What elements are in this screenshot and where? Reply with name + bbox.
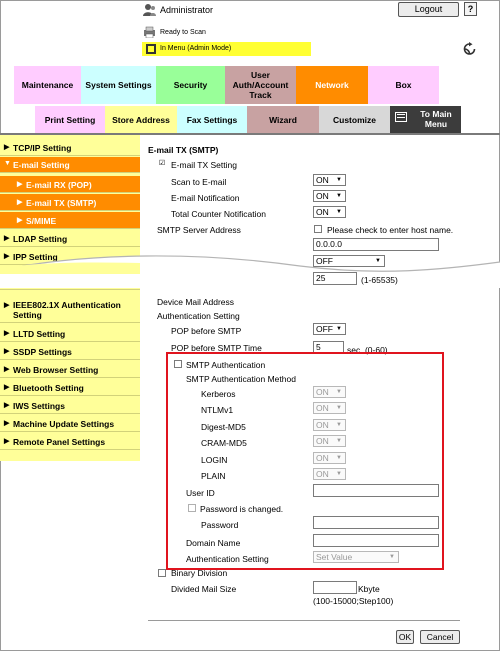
smtp-server-label: SMTP Server Address bbox=[157, 225, 241, 235]
divided-mail-input[interactable] bbox=[313, 581, 357, 594]
triangle-right-icon: ▶ bbox=[4, 144, 10, 151]
triangle-right-icon: ▶ bbox=[4, 302, 10, 309]
plain-label: PLAIN bbox=[201, 471, 226, 481]
sidebar-item-ldap[interactable]: ▶ LDAP Setting bbox=[0, 230, 140, 247]
domain-name-input[interactable] bbox=[313, 534, 439, 547]
sidebar-item-remote-panel[interactable]: ▶ Remote Panel Settings bbox=[0, 433, 140, 450]
divided-mail-range: (100-15000;Step100) bbox=[313, 596, 394, 606]
sidebar-item-lltd[interactable]: ▶ LLTD Setting bbox=[0, 325, 140, 342]
email-notification-select[interactable]: ON ▼ bbox=[313, 190, 346, 202]
port-range: (1-65535) bbox=[361, 275, 398, 285]
logout-button[interactable]: Logout bbox=[398, 2, 459, 17]
dropdown-arrow-icon: ▼ bbox=[336, 405, 342, 411]
tab-user-auth[interactable]: User Auth/Account Track bbox=[225, 66, 296, 104]
smtp-auth-method-label: SMTP Authentication Method bbox=[186, 374, 296, 384]
sidebar-item-ieee8021x[interactable]: ▶ IEEE802.1X Authentication Setting bbox=[0, 297, 140, 323]
kerberos-select[interactable]: ON ▼ bbox=[313, 386, 346, 398]
divided-mail-label: Divided Mail Size bbox=[171, 584, 237, 594]
dropdown-arrow-icon: ▼ bbox=[389, 554, 395, 560]
printer-status-icon bbox=[143, 26, 156, 38]
sidebar-item-smime[interactable]: ▶ S/MIME bbox=[0, 212, 140, 229]
dropdown-arrow-icon: ▼ bbox=[336, 209, 342, 215]
subtab-fax-settings[interactable]: Fax Settings bbox=[177, 106, 247, 133]
mode-text: In Menu (Admin Mode) bbox=[160, 45, 232, 52]
subtab-print-setting[interactable]: Print Setting bbox=[35, 106, 105, 133]
sidebar-item-iws[interactable]: ▶ IWS Settings bbox=[0, 397, 140, 414]
triangle-right-icon: ▶ bbox=[4, 384, 10, 391]
sidebar-item-email-rx[interactable]: ▶ E-mail RX (POP) bbox=[0, 176, 140, 193]
password-label: Password bbox=[201, 520, 239, 530]
email-tx-checkbox[interactable]: ☑ bbox=[158, 160, 166, 167]
user-name: Administrator bbox=[160, 5, 214, 15]
sidebar-item-tcpip[interactable]: ▶ TCP/IP Setting bbox=[0, 140, 140, 156]
sidebar-item-ipp[interactable]: ▶ IPP Setting bbox=[0, 248, 140, 265]
tab-security[interactable]: Security bbox=[156, 66, 225, 104]
triangle-right-icon: ▶ bbox=[4, 330, 10, 337]
login-select[interactable]: ON ▼ bbox=[313, 452, 346, 464]
footer-divider bbox=[148, 620, 460, 621]
administrator-icon bbox=[143, 3, 156, 16]
digest-md5-select[interactable]: ON ▼ bbox=[313, 419, 346, 431]
triangle-right-icon: ▶ bbox=[4, 235, 10, 242]
user-id-input[interactable] bbox=[313, 484, 439, 497]
device-status: Ready to Scan bbox=[160, 29, 206, 36]
dropdown-arrow-icon: ▼ bbox=[336, 438, 342, 444]
triangle-right-icon: ▶ bbox=[4, 438, 10, 445]
sidebar-item-web-browser[interactable]: ▶ Web Browser Setting bbox=[0, 361, 140, 378]
password-input[interactable] bbox=[313, 516, 439, 529]
email-notification-label: E-mail Notification bbox=[171, 193, 240, 203]
binary-division-label: Binary Division bbox=[171, 568, 228, 578]
device-mail-label: Device Mail Address bbox=[157, 297, 235, 307]
ntlmv1-select[interactable]: ON ▼ bbox=[313, 402, 346, 414]
total-counter-label: Total Counter Notification bbox=[171, 209, 266, 219]
host-name-checkbox[interactable] bbox=[314, 225, 322, 233]
sidebar-wave-fill bbox=[0, 262, 140, 274]
triangle-down-icon: ▼ bbox=[4, 160, 11, 167]
user-id-label: User ID bbox=[186, 488, 215, 498]
smtp-server-input[interactable]: 0.0.0.0 bbox=[313, 238, 439, 251]
triangle-right-icon: ▶ bbox=[4, 402, 10, 409]
dropdown-arrow-icon: ▼ bbox=[336, 326, 342, 332]
sidebar-item-email[interactable]: ▼ E-mail Setting bbox=[0, 157, 140, 173]
smtp-auth-label: SMTP Authentication bbox=[186, 360, 266, 370]
plain-select[interactable]: ON ▼ bbox=[313, 468, 346, 480]
dropdown-arrow-icon: ▼ bbox=[336, 422, 342, 428]
dropdown-arrow-icon: ▼ bbox=[336, 193, 342, 199]
triangle-right-icon: ▶ bbox=[17, 217, 23, 224]
host-name-label: Please check to enter host name. bbox=[327, 225, 454, 235]
sidebar-item-machine-update[interactable]: ▶ Machine Update Settings bbox=[0, 415, 140, 432]
subtab-store-address[interactable]: Store Address bbox=[105, 106, 177, 133]
dropdown-arrow-icon: ▼ bbox=[375, 258, 381, 264]
pop-time-unit: sec. (0-60) bbox=[347, 345, 388, 355]
subtab-to-main-menu[interactable] bbox=[390, 106, 461, 133]
to-main-menu-label: To Main Menu bbox=[420, 109, 452, 129]
sidebar-item-email-tx[interactable]: ▶ E-mail TX (SMTP) bbox=[0, 194, 140, 211]
divided-mail-unit: Kbyte bbox=[358, 584, 380, 594]
port-input[interactable]: 25 bbox=[313, 272, 357, 285]
subtab-customize[interactable]: Customize bbox=[319, 106, 390, 133]
sidebar-item-bluetooth[interactable]: ▶ Bluetooth Setting bbox=[0, 379, 140, 396]
password-changed-checkbox[interactable] bbox=[188, 504, 196, 512]
pop-time-label: POP before SMTP Time bbox=[171, 343, 262, 353]
auth-setting-label: Authentication Setting bbox=[157, 311, 240, 321]
email-tx-label: E-mail TX Setting bbox=[171, 160, 237, 170]
dropdown-arrow-icon: ▼ bbox=[336, 455, 342, 461]
password-changed-label: Password is changed. bbox=[200, 504, 284, 514]
ssl-tls-select[interactable]: OFF ▼ bbox=[313, 255, 385, 267]
main-menu-icon bbox=[395, 112, 407, 122]
help-button[interactable]: ? bbox=[464, 2, 477, 16]
tab-maintenance[interactable]: Maintenance bbox=[14, 66, 81, 104]
dropdown-arrow-icon: ▼ bbox=[336, 177, 342, 183]
triangle-right-icon: ▶ bbox=[4, 420, 10, 427]
triangle-right-icon: ▶ bbox=[17, 181, 23, 188]
total-counter-select[interactable]: ON ▼ bbox=[313, 206, 346, 218]
subtab-wizard[interactable]: Wizard bbox=[247, 106, 319, 133]
auth-setting-select-label: Authentication Setting bbox=[186, 554, 269, 564]
dropdown-arrow-icon: ▼ bbox=[336, 471, 342, 477]
triangle-right-icon: ▶ bbox=[4, 348, 10, 355]
triangle-right-icon: ▶ bbox=[4, 253, 10, 260]
page-title: E-mail TX (SMTP) bbox=[148, 145, 219, 155]
pop-before-smtp-label: POP before SMTP bbox=[171, 326, 242, 336]
pop-time-input[interactable]: 5 bbox=[313, 341, 344, 354]
domain-name-label: Domain Name bbox=[186, 538, 241, 548]
ok-button[interactable]: OK bbox=[396, 630, 414, 644]
ntlmv1-label: NTLMv1 bbox=[201, 405, 234, 415]
triangle-right-icon: ▶ bbox=[17, 199, 23, 206]
dropdown-arrow-icon: ▼ bbox=[336, 389, 342, 395]
kerberos-label: Kerberos bbox=[201, 389, 236, 399]
tab-box[interactable]: Box bbox=[368, 66, 439, 104]
pop-before-smtp-select[interactable]: OFF ▼ bbox=[313, 323, 346, 335]
admin-mode-icon bbox=[145, 43, 157, 55]
scan-to-email-label: Scan to E-mail bbox=[171, 177, 227, 187]
triangle-right-icon: ▶ bbox=[4, 366, 10, 373]
sidebar-item-ssdp[interactable]: ▶ SSDP Settings bbox=[0, 343, 140, 360]
refresh-icon[interactable] bbox=[463, 42, 476, 56]
digest-md5-label: Digest-MD5 bbox=[201, 422, 246, 432]
login-label: LOGIN bbox=[201, 455, 228, 465]
auth-setting-select[interactable]: Set Value ▼ bbox=[313, 551, 399, 563]
cram-md5-select[interactable]: ON ▼ bbox=[313, 435, 346, 447]
scan-to-email-select[interactable]: ON ▼ bbox=[313, 174, 346, 186]
cram-md5-label: CRAM-MD5 bbox=[201, 438, 247, 448]
tab-system-settings[interactable]: System Settings bbox=[81, 66, 156, 104]
smtp-auth-checkbox[interactable] bbox=[174, 360, 182, 368]
tab-network[interactable]: Network bbox=[296, 66, 368, 104]
binary-division-checkbox[interactable] bbox=[158, 569, 166, 577]
cancel-button[interactable]: Cancel bbox=[420, 630, 460, 644]
